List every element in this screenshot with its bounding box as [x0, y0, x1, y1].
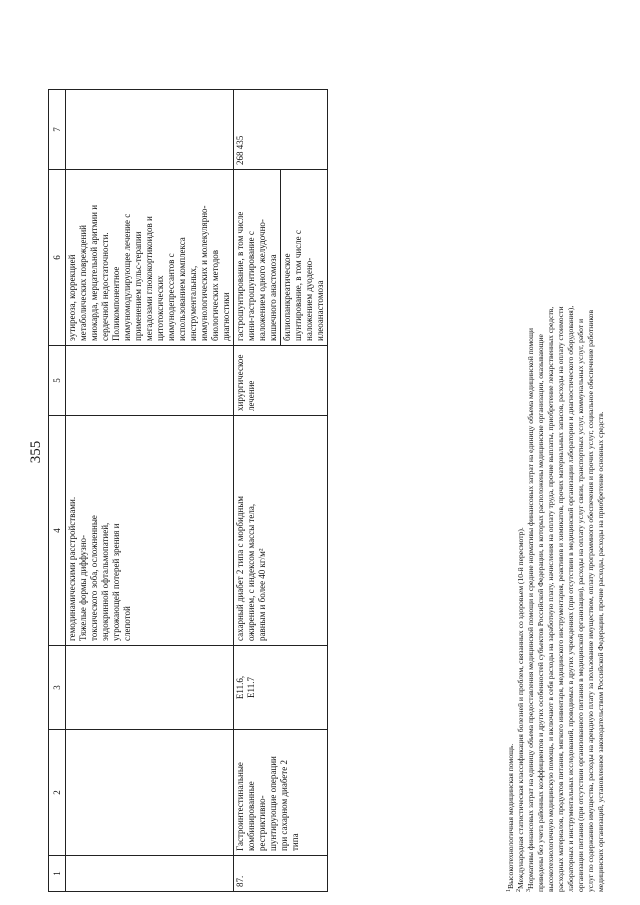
cell-empty — [66, 646, 234, 730]
footnote-line: высокотехнологичную медицинскую помощь, и включают в себя расходы на заработную плату, начисления на оплату труда, прочие выплаты, приобретение лекарственных средств, — [546, 306, 555, 892]
vmp-table — [48, 89, 328, 892]
header-col-4: 4 — [49, 416, 66, 646]
footnote: $^3$Нормативы финансовых затрат на единицу объема предоставления медицинской помощи и средние нормативы финансовых затрат на единицу объема медицинской помощи — [526, 328, 535, 892]
footnote-line: организации питания (при отсутствии организованного питания в медицинской организации), расходы на оплату услуг связи, транспортных услуг, коммунальных услуг, работ и — [576, 318, 585, 892]
cell-empty — [66, 730, 234, 856]
cell-empty — [66, 90, 234, 170]
cell-patient-model: гемодинамическими расстройствами. Тяжелые формы диффузно- токсического зоба, осложненные эндокринной офтальмопатией, угрожающей потерей зрения и слепотой — [66, 416, 234, 646]
cell-vmp-name: Гастроинтестинальные комбинированные рестриктивно- шунтирующие операции при сахарном диабете 2 типа — [234, 730, 328, 856]
table-header-row — [49, 90, 66, 892]
header-col-3: 3 — [49, 646, 66, 730]
header-col-2: 2 — [49, 730, 66, 856]
table-row-87 — [234, 90, 281, 892]
cell-row-number: 87. — [234, 856, 328, 892]
footnotes — [506, 12, 606, 892]
footnote-line: расходных материалов, продуктов питания, мягкого инвентаря, медицинского инструментария, реактивов и химикатов, прочих материальных запасов, расходы на оплату стоимости — [556, 306, 565, 892]
table-row-continuation — [66, 90, 234, 892]
footnote-line: медицинских организаций, установленное законодательством Российской Федерации, прочие расходы, расходы на приобретение основных средств. — [596, 411, 605, 892]
footnote: $^2$Международная статистическая классификация болезней и проблем, связанных со здоровьем (10-й пересмотр). — [516, 527, 525, 892]
cell-method-gastroshunt: гастрошунтирование, в том числе мини-гастрошунтирование с наложением одного желудочно- кишечного анастомоза — [234, 170, 281, 346]
cell-icd-codes: E11.6, E11.7 — [234, 646, 328, 730]
header-col-6: 6 — [49, 170, 66, 346]
footnote-line: услуг по содержанию имущества, расходы на арендную плату за пользование имуществом, оплату программного обеспечения и прочих услуг, социальное обеспечение работников — [586, 309, 595, 892]
footnote-line: лабораторных и инструментальных исследований, проводимых в других учреждениях (при отсутствии в медицинской организации лаборатории и диагностического оборудования), — [566, 305, 575, 892]
header-col-5: 5 — [49, 346, 66, 416]
cell-treatment-type: хирургическое лечение — [234, 346, 328, 416]
cell-empty — [66, 856, 234, 892]
cell-cost: 268 435 — [234, 90, 328, 170]
page-number: 355 — [28, 440, 44, 464]
header-col-7: 7 — [49, 90, 66, 170]
rotated-page — [20, 12, 620, 892]
footnote-line: приведены без учета районных коэффициентов и других особенностей субъектов Российской Федерации, в которых расположены медицинские организации, оказывающие — [536, 334, 545, 892]
cell-empty — [66, 346, 234, 416]
header-col-1: 1 — [49, 856, 66, 892]
cell-patient-model: сахарный диабет 2 типа с морбидным ожирением, с индексом массы тела, равным и более 40 кг/м² — [234, 416, 328, 646]
footnote: $^1$Высокотехнологичная медицинская помощь. — [506, 743, 515, 892]
cell-treatment-methods: эутиреоза, коррекцией метаболических повреждений миокарда, мерцательной аритмии и сердечной недостаточности. Поликомпонентное иммуномодулирующее лечение с применением пульс-терапии мегадозами глюкокортикоидов и цитотоксических иммунодепрессантов с использованием комплекса инструментальных, иммунологических и молекулярно- биологических методов диагностики — [66, 170, 234, 346]
cell-method-biliopancreatic: билиопанкреатическое шунтирование, в том числе с наложением дуодено- илеоанастомоза — [281, 170, 328, 346]
